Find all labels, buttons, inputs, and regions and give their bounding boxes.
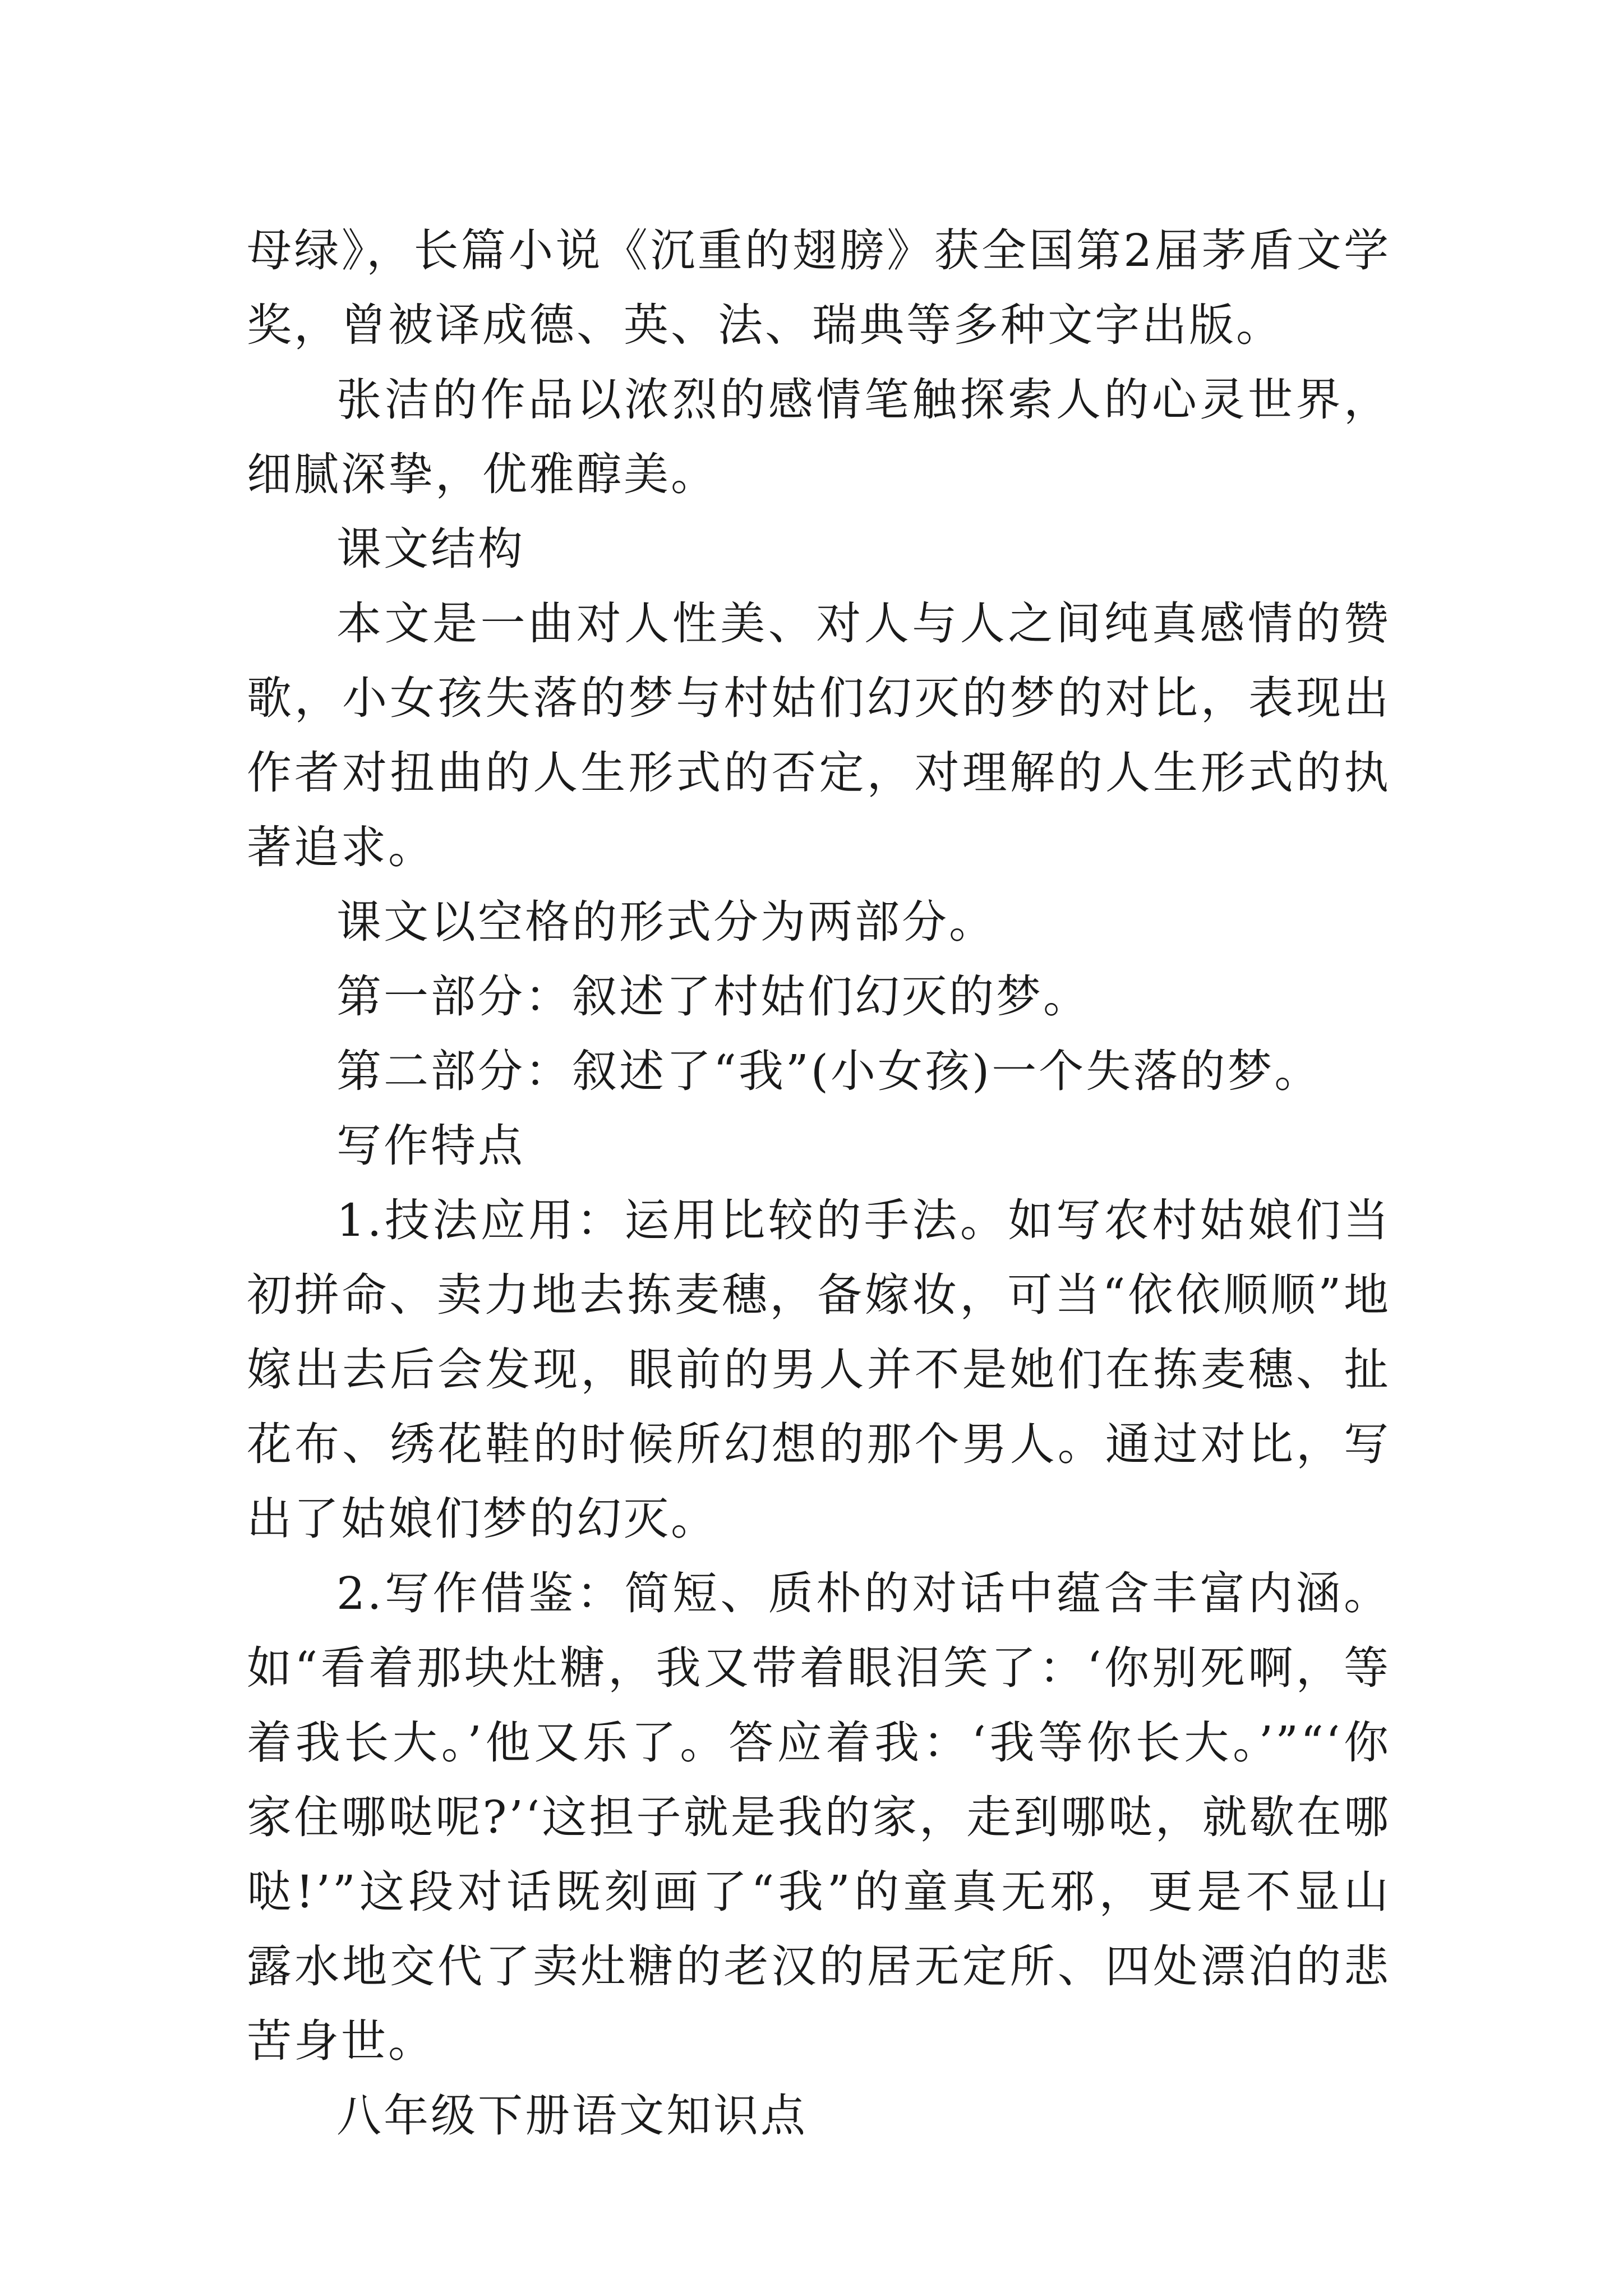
- paragraph-feature-two: 2.写作借鉴：简短、质朴的对话中蕴含丰富内涵。如“看着那块灶糖，我又带着眼泪笑了：‘你别死啊，等着我长大。’他又乐了。答应着我：‘我等你长大。’”“‘你家住哪哒呢?’‘这担子就是我的家，走到哪哒，就歇在哪哒!’”这段对话既刻画了“我”的童真无邪，更是不显山露水地交代了卖灶糖的老汉的居无定所、四处漂泊的悲苦身世。: [247, 1567, 1391, 2067]
- paragraph-author-style: 张洁的作品以浓烈的感情笔触探索人的心灵世界，细腻深挚，优雅醇美。: [247, 374, 1391, 500]
- paragraph-structure-summary: 本文是一曲对人性美、对人与人之间纯真感情的赞歌，小女孩失落的梦与村姑们幻灭的梦的对比，表现出作者对扭曲的人生形式的否定，对理解的人生形式的执著追求。: [247, 597, 1391, 873]
- document-body: [247, 213, 1391, 2153]
- paragraph-part-one: 第一部分：叙述了村姑们幻灭的梦。: [336, 970, 1090, 1023]
- paragraph-structure-parts: 课文以空格的形式分为两部分。: [336, 896, 996, 948]
- paragraph-feature-one: 1.技法应用：运用比较的手法。如写农村姑娘们当初拼命、卖力地去拣麦穗，备嫁妆，可当“依依顺顺”地嫁出去后会发现，眼前的男人并不是她们在拣麦穗、扯花布、绣花鞋的时候所幻想的那个男人。通过对比，写出了姑娘们梦的幻灭。: [247, 1194, 1391, 1545]
- section-heading-features: 写作特点: [336, 1120, 525, 1172]
- paragraph-intro-continued: 母绿》，长篇小说《沉重的翅膀》获全国第2届茅盾文学奖，曾被译成德、英、法、瑞典等多种文字出版。: [247, 224, 1391, 351]
- section-heading-structure: 课文结构: [336, 523, 525, 575]
- section-heading-knowledge: 八年级下册语文知识点: [336, 2090, 808, 2142]
- paragraph-part-two: 第二部分：叙述了“我”(小女孩)一个失落的梦。: [336, 1045, 1322, 1097]
